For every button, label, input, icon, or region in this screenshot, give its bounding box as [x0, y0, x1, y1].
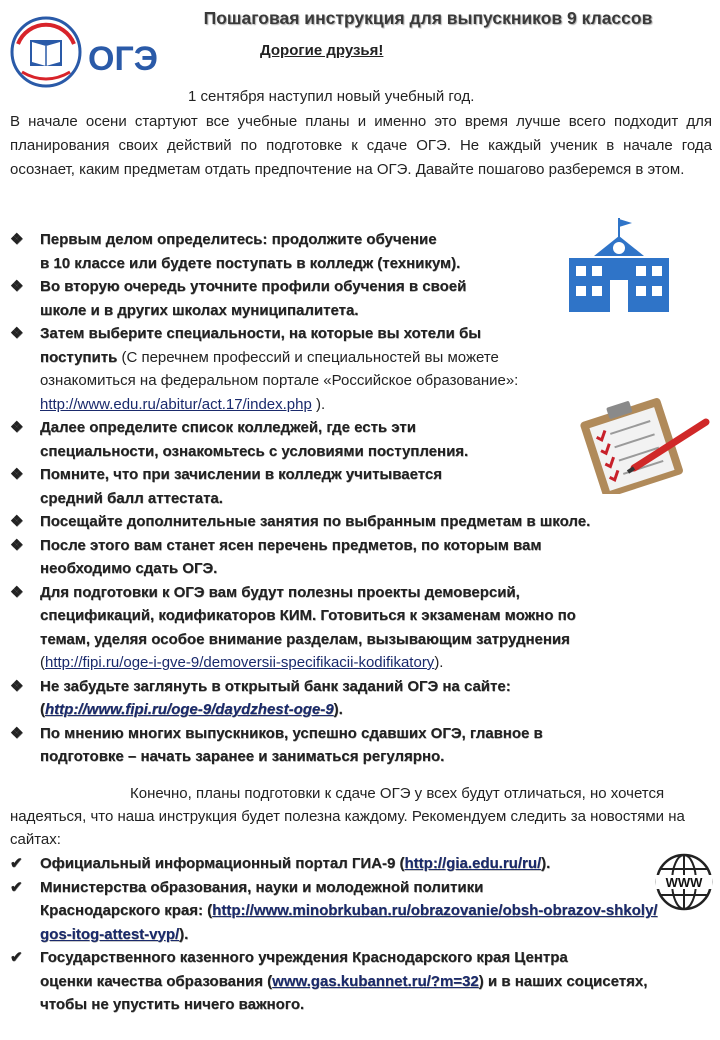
list-item: ❖ Посещайте дополнительные занятия по выбранным предметам в школе.	[10, 510, 720, 534]
resources-list	[10, 852, 660, 1017]
check-icon: ✔	[10, 949, 23, 966]
fipi-bank-link[interactable]: http://www.fipi.ru/oge-9/daydzhest-oge-9	[45, 701, 334, 718]
intro-paragraph: В начале осени стартуют все учебные планы и именно это время лучше всего подходит для планирования своих действий по подготовке к сдаче ОГЭ. Не каждый ученик в начале года осознает, каким предметам отдать предпочтение на ОГЭ. Давайте пошагово разберемся в этом.	[10, 113, 712, 178]
check-icon: ✔	[10, 878, 23, 896]
diamond-bullet-icon: ❖	[10, 231, 24, 248]
diamond-bullet-icon: ❖	[10, 419, 24, 436]
list-item: ❖ Далее определите список колледжей, где есть эти специальности, ознакомьтесь с условиями поступления.	[10, 416, 590, 463]
list-item: ❖ После этого вам станет ясен перечень предметов, по которым вам необходимо сдать ОГЭ.	[10, 534, 720, 581]
check-icon: ✔	[10, 855, 23, 872]
minobr-link[interactable]: http://www.minobrkuban.ru/obrazovanie/obsh-obrazov-shkoly/gos-itog-attest-vyp/	[40, 902, 658, 943]
diamond-bullet-icon: ❖	[10, 536, 24, 554]
diamond-bullet-icon: ❖	[10, 513, 24, 530]
diamond-bullet-icon: ❖	[10, 583, 24, 601]
www-globe-icon	[654, 852, 714, 912]
gia-portal-link[interactable]: http://gia.edu.ru/ru/	[404, 855, 542, 872]
list-item: ❖ Не забудьте заглянуть в открытый банк заданий ОГЭ на сайте: (http://www.fipi.ru/oge-9/daydzhest-oge-9).	[10, 675, 720, 722]
list-item: ✔ Официальный информационный портал ГИА-9 (http://gia.edu.ru/ru/).	[10, 852, 660, 876]
date-line: 1 сентября наступил новый учебный год.	[188, 88, 475, 105]
page-title: Пошаговая инструкция для выпускников 9 классов	[203, 8, 653, 28]
list-item: ❖ Первым делом определитесь: продолжите обучение в 10 классе или будете поступать в колледж (техникум).	[10, 228, 590, 275]
edu-portal-link[interactable]: http://www.edu.ru/abitur/act.17/index.php	[40, 395, 312, 413]
diamond-bullet-icon: ❖	[10, 278, 24, 295]
outro-paragraph: Конечно, планы подготовки к сдаче ОГЭ у всех будут отличаться, но хочется надеяться, что наша инструкция будет полезна каждому. Рекомендуем следить за новостями на сайтах:	[10, 785, 685, 848]
diamond-bullet-icon: ❖	[10, 325, 24, 342]
greeting: Дорогие друзья!	[260, 42, 384, 59]
diamond-bullet-icon: ❖	[10, 677, 24, 695]
list-item: ❖ Для подготовки к ОГЭ вам будут полезны проекты демоверсий, спецификаций, кодификаторов КИМ. Готовиться к экзаменам можно по темам, уделяя особое внимание разделам, вызывающим затруднения (http://fipi.ru/oge-i-gve-9/demoversii-specifikacii-kodifikatory).	[10, 581, 720, 675]
svg-text:WWW: WWW	[665, 875, 703, 890]
diamond-bullet-icon: ❖	[10, 466, 24, 483]
list-item: ❖ Во вторую очередь уточните профили обучения в своей школе и в других школах муниципалитета.	[10, 275, 590, 322]
gas-kubannet-link[interactable]: www.gas.kubannet.ru/?m=32	[272, 972, 479, 990]
list-item: ❖ По мнению многих выпускников, успешно сдавших ОГЭ, главное в подготовке – начать заранее и заниматься регулярно.	[10, 722, 720, 769]
list-item: ✔ Государственного казенного учреждения Краснодарского края Центра оценки качества образования (www.gas.kubannet.ru/?m=32) и в наших социсетях, чтобы не упустить ничего важного.	[10, 946, 660, 1017]
list-item: ❖ Помните, что при зачислении в колледж учитывается средний балл аттестата.	[10, 463, 590, 510]
fipi-demo-link[interactable]: http://fipi.ru/oge-i-gve-9/demoversii-specifikacii-kodifikatory	[45, 654, 435, 671]
school-building-icon	[564, 216, 674, 316]
list-item: ✔ Министерства образования, науки и молодежной политики Краснодарского края: (http://www.minobrkuban.ru/obrazovanie/obsh-obrazov-shkoly/gos-itog-attest-vyp/).	[10, 876, 660, 947]
logo-text: ОГЭ	[88, 40, 158, 78]
diamond-bullet-icon: ❖	[10, 724, 24, 742]
list-item: ❖ Затем выберите специальности, на которые вы хотели бы поступить (С перечнем профессий и специальностей вы можете ознакомиться на федеральном портале «Российское образование»: http://www.edu.ru/abitur/act.17/index.php ).	[10, 322, 590, 416]
steps-list	[10, 228, 590, 769]
clipboard-checklist-icon	[572, 394, 712, 494]
